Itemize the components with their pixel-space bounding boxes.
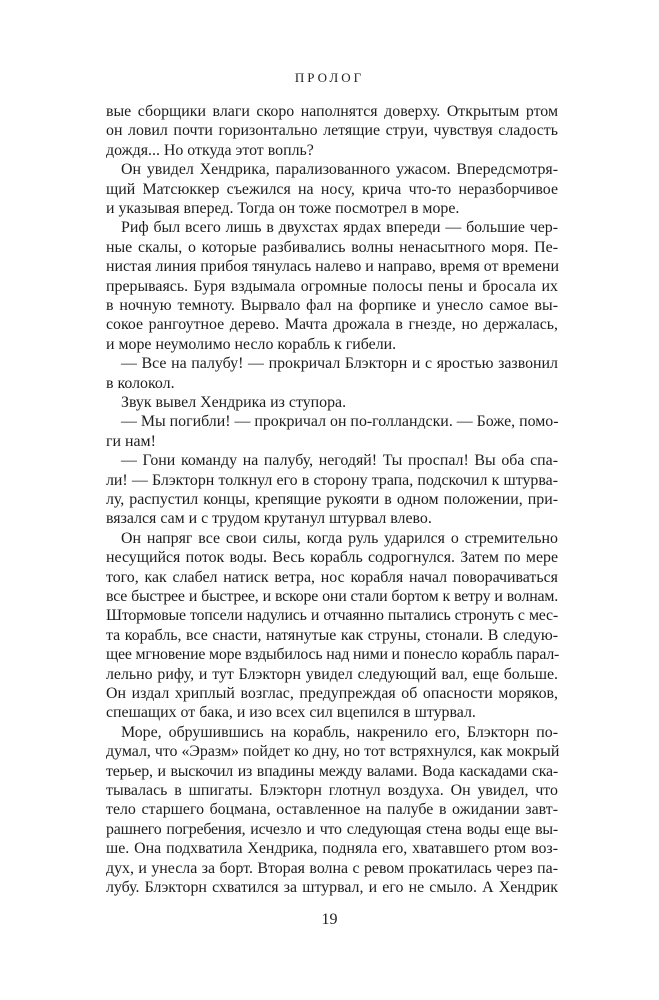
text-line: Он увидел Хендрика, парализованного ужасом. Впередсмотря- xyxy=(121,161,558,179)
text-line: в колокол. xyxy=(106,374,175,392)
text-line: ли! — Блэкторн толкнул его в сторону трапа, подскочил к штурва- xyxy=(106,471,558,489)
text-line: ги нам! xyxy=(106,432,156,450)
text-line: лельно рифу, и тут Блэкторн увидел следующий вал, еще больше. xyxy=(106,665,558,683)
text-line: лубу. Блэкторн схватился за штурвал, и его не смыло. А Хендрик xyxy=(106,879,558,896)
text-line: та корабль, все снасти, натянутые как струны, стонали. В следую- xyxy=(106,626,558,644)
text-line: прерываясь. Буря вздымала огромные полосы пены и бросала их xyxy=(106,277,558,295)
text-line: ше. Она подхватила Хендрика, подняла его, хватавшего ртом воз- xyxy=(106,840,558,858)
text-line: думал, что «Эразм» пойдет ко дну, но тот встряхнулся, как мокрый xyxy=(106,743,560,761)
page-number: 19 xyxy=(321,911,338,929)
text-line: Звук вывел Хендрика из ступора. xyxy=(121,394,347,411)
text-line: Штормовые топсели надулись и отчаянно пытались стронуть с мес- xyxy=(106,607,558,625)
text-line: несущийся поток воды. Весь корабль содрогнулся. Затем по мере xyxy=(106,549,558,567)
text-line: тывалась в шпигаты. Блэкторн глотнул воздуха. Он увидел, что xyxy=(106,782,558,799)
text-line: Море, обрушившись на корабль, накренило его, Блэкторн по- xyxy=(121,723,558,741)
text-line: вые сборщики влаги скоро наполнятся доверху. Открытым ртом xyxy=(106,103,558,120)
text-line: нистая линия прибоя тянулась налево и направо, время от времени xyxy=(106,258,559,276)
text-line: того, как слабел натиск ветра, нос корабля начал поворачиваться xyxy=(106,568,558,586)
text-line: терьер, и выскочил из впадины между валами. Вода каскадами ска- xyxy=(106,762,558,780)
text-line: рашнего погребения, исчезло и что следующая стена воды еще вы- xyxy=(106,820,558,838)
text-line: Он издал хриплый возглас, предупреждая об опасности моряков, xyxy=(106,685,558,702)
text-line: и указывая вперед. Тогда он тоже посмотрел в море. xyxy=(106,200,460,217)
text-line: тело старшего боцмана, оставленное на палубе в ожидании завт- xyxy=(106,801,558,819)
text-line: лу, распустил концы, крепящие рукояти в одном положении, при- xyxy=(106,491,558,508)
text-line: — Гони команду на палубу, негодяй! Ты проспал! Вы оба спа- xyxy=(121,452,558,470)
text-line: — Мы погибли! — прокричал он по-голландски. — Боже, помо- xyxy=(121,413,559,431)
text-line: он ловил почти горизонтально летящие струи, чувствуя сладость xyxy=(106,122,558,140)
text-line: Риф был всего лишь в двухстах ярдах впереди — большие чер- xyxy=(121,219,558,237)
text-line: щее мгновение море вздыбилось над ними и понесло корабль парал- xyxy=(106,646,560,664)
text-line: ные скалы, о которые разбивались волны ненасытного моря. Пе- xyxy=(106,238,558,256)
text-line: вязался сам и с трудом крутанул штурвал влево. xyxy=(106,510,432,528)
text-line: спешащих от бака, и изо всех сил вцепился в штурвал. xyxy=(106,704,476,722)
text-line: сокое рангоутное дерево. Мачта дрожала в гнезде, но держалась, xyxy=(106,316,558,334)
text-line: все быстрее и быстрее, и вскоре они стали бортом к ветру и волнам. xyxy=(106,588,558,605)
text-line: и море неумолимо несло корабль к гибели. xyxy=(106,335,397,353)
text-line: в ночную темноту. Вырвало фал на форпике и унесло самое вы- xyxy=(106,297,558,314)
text-line: дух, и унесла за борт. Вторая волна с ревом прокатилась через па- xyxy=(106,859,558,877)
text-line: щий Матсюккер съежился на носу, крича что-то неразборчивое xyxy=(106,180,558,198)
running-header: ПРОЛОГ xyxy=(294,70,365,85)
text-line: — Все на палубу! — прокричал Блэкторн и с яростью зазвонил xyxy=(121,355,558,373)
text-line: дождя... Но откуда этот вопль? xyxy=(106,141,314,159)
text-line: Он напряг все свои силы, когда руль ударился о стремительно xyxy=(121,529,558,547)
